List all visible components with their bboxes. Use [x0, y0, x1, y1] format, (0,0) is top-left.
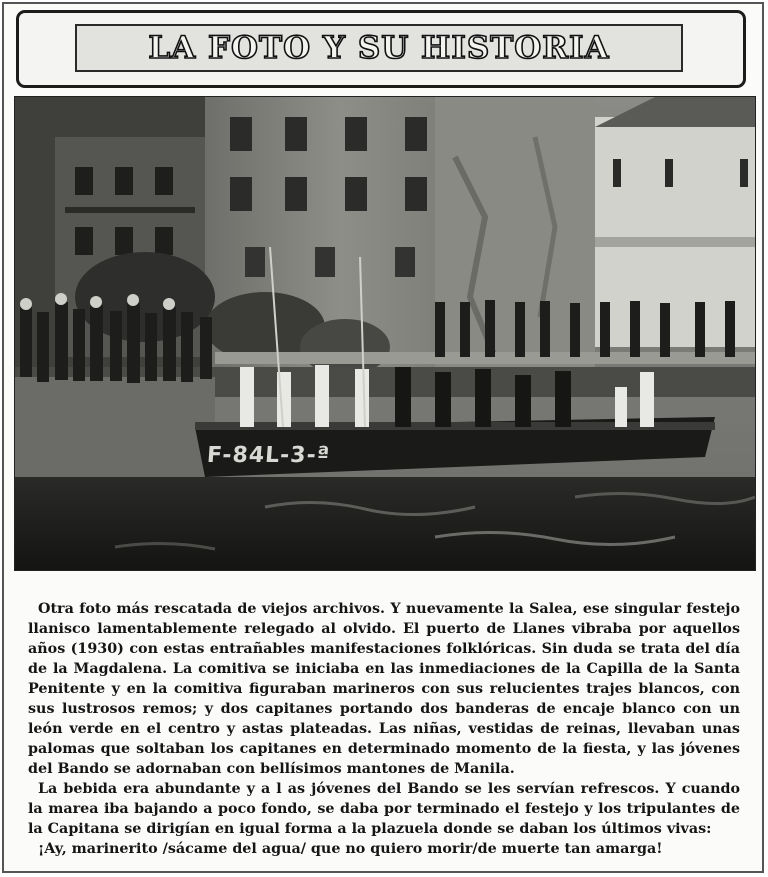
article-body: [28, 599, 740, 859]
water: [15, 477, 755, 570]
title-box: [75, 24, 683, 72]
historic-photo: [14, 96, 756, 571]
harbour-scene-image: [15, 97, 755, 570]
article-paragraph: Otra foto más rescatada de viejos archivos. Y nuevamente la Salea, ese singular festejo llanisco lamentablemente relegado al olvido. El puerto de Llanes vibraba por aquellos años (1930) con estas entrañables manifestaciones folklóricas. Sin duda se trata del día de la Magdalena. La comitiva se iniciaba en las inmediaciones de la Capilla de la Santa Penitente y en la comitiva figuraban marineros con sus relucientes trajes blancos, con sus lustrosos remos; y dos capitanes portando dos banderas de encaje blanco con un león verde en el centro y astas plateadas. Las niñas, vestidas de reinas, llevaban unas palomas que soltaban los capitanes en determinado momento de la fiesta, y las jóvenes del Bando se adornaban con bellísimos mantones de Manila.: [28, 601, 740, 777]
title-frame: [16, 10, 746, 88]
article-paragraph: La bebida era abundante y a l as jóvenes del Bando se les servían refrescos. Y cuando la marea iba bajando a poco fondo, se daba por terminado el festejo y los tripulantes de la Capitana se dirigían en igual forma a la plazuela donde se daban los últimos vivas:: [28, 781, 740, 837]
newspaper-clipping: [2, 2, 764, 873]
page-title: LA FOTO Y SU HISTORIA: [148, 30, 610, 66]
article-verse: ¡Ay, marinerito /sácame del agua/ que no quiero morir/de muerte tan amarga!: [38, 841, 663, 857]
boat-registration-label: F-84L-3-ª: [206, 443, 331, 468]
